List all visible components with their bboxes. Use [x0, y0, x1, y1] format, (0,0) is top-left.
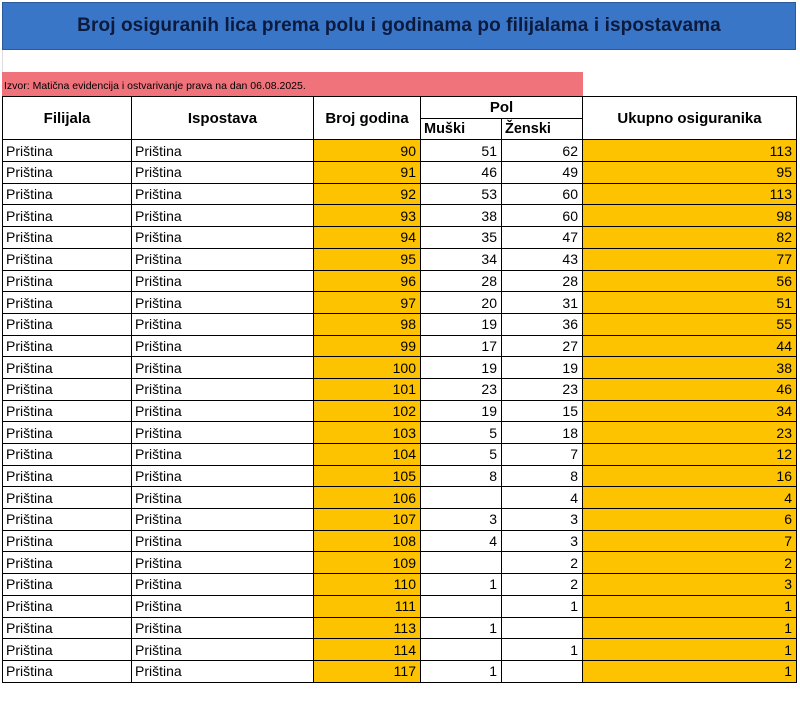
cell-filijala: Priština: [3, 205, 132, 227]
cell-zenski: 3: [502, 509, 583, 531]
cell-muski: 38: [421, 205, 502, 227]
cell-ispostava: Priština: [132, 140, 314, 162]
header-ukupno: Ukupno osiguranika: [583, 97, 797, 140]
cell-filijala: Priština: [3, 617, 132, 639]
cell-filijala: Priština: [3, 660, 132, 682]
cell-ukupno: 23: [583, 422, 797, 444]
cell-ispostava: Priština: [132, 617, 314, 639]
cell-ispostava: Priština: [132, 639, 314, 661]
table-row: [3, 183, 797, 205]
cell-filijala: Priština: [3, 574, 132, 596]
cell-broj-godina: 107: [314, 509, 421, 531]
cell-broj-godina: 111: [314, 595, 421, 617]
table-row: [3, 140, 797, 162]
cell-muski: 23: [421, 378, 502, 400]
cell-broj-godina: 110: [314, 574, 421, 596]
cell-broj-godina: 106: [314, 487, 421, 509]
cell-muski: 28: [421, 270, 502, 292]
cell-zenski: 2: [502, 552, 583, 574]
cell-ispostava: Priština: [132, 205, 314, 227]
table-row: [3, 639, 797, 661]
table-row: [3, 552, 797, 574]
header-filijala: Filijala: [3, 97, 132, 140]
cell-filijala: Priština: [3, 227, 132, 249]
cell-ispostava: Priština: [132, 487, 314, 509]
cell-ispostava: Priština: [132, 378, 314, 400]
cell-zenski: 18: [502, 422, 583, 444]
cell-ukupno: 51: [583, 292, 797, 314]
cell-filijala: Priština: [3, 595, 132, 617]
cell-zenski: 49: [502, 162, 583, 184]
cell-ispostava: Priština: [132, 183, 314, 205]
table-row: [3, 378, 797, 400]
cell-muski: 53: [421, 183, 502, 205]
cell-muski: 8: [421, 465, 502, 487]
cell-muski: 19: [421, 313, 502, 335]
cell-filijala: Priština: [3, 487, 132, 509]
cell-filijala: Priština: [3, 183, 132, 205]
cell-broj-godina: 103: [314, 422, 421, 444]
table-row: [3, 617, 797, 639]
cell-zenski: 27: [502, 335, 583, 357]
cell-ukupno: 7: [583, 530, 797, 552]
cell-ukupno: 6: [583, 509, 797, 531]
cell-muski: [421, 595, 502, 617]
cell-ukupno: 77: [583, 248, 797, 270]
cell-muski: 20: [421, 292, 502, 314]
cell-muski: 4: [421, 530, 502, 552]
cell-ispostava: Priština: [132, 357, 314, 379]
cell-zenski: 19: [502, 357, 583, 379]
cell-broj-godina: 113: [314, 617, 421, 639]
table-row: [3, 292, 797, 314]
cell-zenski: 60: [502, 183, 583, 205]
cell-broj-godina: 105: [314, 465, 421, 487]
table-row: [3, 530, 797, 552]
cell-broj-godina: 102: [314, 400, 421, 422]
cell-broj-godina: 117: [314, 660, 421, 682]
cell-zenski: 4: [502, 487, 583, 509]
cell-filijala: Priština: [3, 270, 132, 292]
cell-ukupno: 2: [583, 552, 797, 574]
cell-ispostava: Priština: [132, 660, 314, 682]
cell-ispostava: Priština: [132, 400, 314, 422]
cell-zenski: [502, 617, 583, 639]
cell-zenski: 7: [502, 444, 583, 466]
cell-zenski: 8: [502, 465, 583, 487]
cell-ukupno: 113: [583, 140, 797, 162]
cell-ukupno: 55: [583, 313, 797, 335]
table-row: [3, 465, 797, 487]
cell-broj-godina: 90: [314, 140, 421, 162]
cell-broj-godina: 93: [314, 205, 421, 227]
cell-muski: 3: [421, 509, 502, 531]
cell-zenski: 60: [502, 205, 583, 227]
cell-broj-godina: 91: [314, 162, 421, 184]
cell-muski: 51: [421, 140, 502, 162]
cell-ukupno: 1: [583, 660, 797, 682]
cell-ukupno: 1: [583, 595, 797, 617]
cell-ukupno: 1: [583, 617, 797, 639]
cell-filijala: Priština: [3, 335, 132, 357]
cell-zenski: 31: [502, 292, 583, 314]
cell-zenski: 36: [502, 313, 583, 335]
cell-ispostava: Priština: [132, 313, 314, 335]
table-row: [3, 357, 797, 379]
cell-ispostava: Priština: [132, 444, 314, 466]
cell-zenski: 47: [502, 227, 583, 249]
cell-muski: 46: [421, 162, 502, 184]
cell-ispostava: Priština: [132, 509, 314, 531]
cell-filijala: Priština: [3, 552, 132, 574]
cell-muski: 19: [421, 400, 502, 422]
table-row: [3, 248, 797, 270]
cell-broj-godina: 114: [314, 639, 421, 661]
cell-zenski: 15: [502, 400, 583, 422]
cell-filijala: Priština: [3, 509, 132, 531]
cell-ukupno: 46: [583, 378, 797, 400]
cell-broj-godina: 97: [314, 292, 421, 314]
cell-muski: [421, 552, 502, 574]
title-bar: [2, 2, 796, 50]
cell-zenski: 1: [502, 595, 583, 617]
table-row: [3, 335, 797, 357]
cell-ukupno: 34: [583, 400, 797, 422]
table-row: [3, 400, 797, 422]
cell-broj-godina: 100: [314, 357, 421, 379]
cell-muski: 5: [421, 444, 502, 466]
cell-muski: 1: [421, 617, 502, 639]
cell-filijala: Priština: [3, 444, 132, 466]
cell-muski: 17: [421, 335, 502, 357]
cell-ispostava: Priština: [132, 552, 314, 574]
cell-muski: 35: [421, 227, 502, 249]
cell-zenski: [502, 660, 583, 682]
cell-ukupno: 38: [583, 357, 797, 379]
cell-ukupno: 113: [583, 183, 797, 205]
cell-muski: 1: [421, 660, 502, 682]
cell-muski: [421, 487, 502, 509]
table-row: [3, 487, 797, 509]
spacer-row: [2, 50, 585, 72]
cell-broj-godina: 95: [314, 248, 421, 270]
cell-broj-godina: 108: [314, 530, 421, 552]
header-muski: Muški: [421, 118, 502, 140]
source-note: Izvor: Matična evidencija i ostvarivanje prava na dan 06.08.2025.: [2, 72, 583, 96]
table-row: [3, 509, 797, 531]
cell-ispostava: Priština: [132, 335, 314, 357]
cell-ispostava: Priština: [132, 248, 314, 270]
cell-zenski: 43: [502, 248, 583, 270]
cell-ukupno: 4: [583, 487, 797, 509]
table-row: [3, 444, 797, 466]
cell-ispostava: Priština: [132, 270, 314, 292]
cell-broj-godina: 98: [314, 313, 421, 335]
cell-ukupno: 12: [583, 444, 797, 466]
cell-ispostava: Priština: [132, 574, 314, 596]
cell-broj-godina: 96: [314, 270, 421, 292]
cell-filijala: Priština: [3, 530, 132, 552]
insured-persons-table: [2, 96, 797, 683]
cell-ispostava: Priština: [132, 227, 314, 249]
header-ispostava: Ispostava: [132, 97, 314, 140]
cell-filijala: Priština: [3, 465, 132, 487]
table-row: [3, 313, 797, 335]
page-title: Broj osiguranih lica prema polu i godinama po filijalama i ispostavama: [77, 15, 721, 36]
cell-ispostava: Priština: [132, 530, 314, 552]
cell-filijala: Priština: [3, 639, 132, 661]
table-row: [3, 422, 797, 444]
cell-broj-godina: 109: [314, 552, 421, 574]
cell-ispostava: Priština: [132, 422, 314, 444]
cell-broj-godina: 104: [314, 444, 421, 466]
table-row: [3, 595, 797, 617]
table-row: [3, 574, 797, 596]
cell-ukupno: 16: [583, 465, 797, 487]
cell-filijala: Priština: [3, 422, 132, 444]
cell-ukupno: 3: [583, 574, 797, 596]
cell-filijala: Priština: [3, 357, 132, 379]
cell-filijala: Priština: [3, 400, 132, 422]
cell-broj-godina: 101: [314, 378, 421, 400]
cell-muski: 5: [421, 422, 502, 444]
cell-filijala: Priština: [3, 140, 132, 162]
cell-muski: 19: [421, 357, 502, 379]
cell-muski: 1: [421, 574, 502, 596]
cell-ukupno: 56: [583, 270, 797, 292]
cell-ispostava: Priština: [132, 595, 314, 617]
cell-broj-godina: 99: [314, 335, 421, 357]
cell-muski: 34: [421, 248, 502, 270]
cell-zenski: 1: [502, 639, 583, 661]
cell-zenski: 2: [502, 574, 583, 596]
cell-broj-godina: 92: [314, 183, 421, 205]
cell-ukupno: 98: [583, 205, 797, 227]
cell-zenski: 28: [502, 270, 583, 292]
header-pol: Pol: [421, 97, 583, 119]
cell-broj-godina: 94: [314, 227, 421, 249]
cell-filijala: Priština: [3, 248, 132, 270]
table-row: [3, 205, 797, 227]
table-row: [3, 227, 797, 249]
cell-ukupno: 1: [583, 639, 797, 661]
table-row: [3, 270, 797, 292]
table-body: [3, 140, 797, 682]
cell-muski: [421, 639, 502, 661]
header-zenski: Ženski: [502, 118, 583, 140]
cell-filijala: Priština: [3, 292, 132, 314]
cell-ispostava: Priština: [132, 162, 314, 184]
table-row: [3, 162, 797, 184]
cell-filijala: Priština: [3, 162, 132, 184]
cell-ukupno: 44: [583, 335, 797, 357]
cell-ispostava: Priština: [132, 292, 314, 314]
table-row: [3, 660, 797, 682]
cell-ukupno: 95: [583, 162, 797, 184]
cell-filijala: Priština: [3, 313, 132, 335]
cell-ispostava: Priština: [132, 465, 314, 487]
cell-filijala: Priština: [3, 378, 132, 400]
cell-zenski: 23: [502, 378, 583, 400]
cell-zenski: 62: [502, 140, 583, 162]
header-broj-godina: Broj godina: [314, 97, 421, 140]
cell-zenski: 3: [502, 530, 583, 552]
cell-ukupno: 82: [583, 227, 797, 249]
